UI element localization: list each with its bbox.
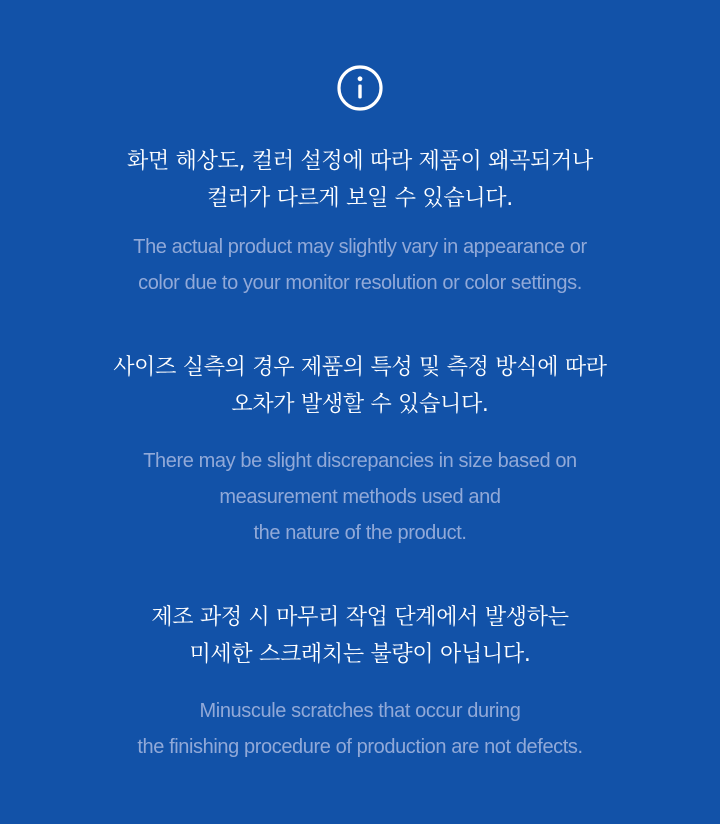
notice-2-english-line-3: the nature of the product. [253, 522, 467, 544]
info-circle-icon [336, 64, 384, 112]
notice-1-english-line-2: color due to your monitor resolution or color settings. [138, 272, 582, 294]
notice-3-korean-line-2: 미세한 스크래치는 불량이 아닙니다. [189, 642, 531, 667]
notice-3-korean-line-1: 제조 과정 시 마무리 작업 단계에서 발생하는 [151, 605, 569, 630]
notice-1-english [0, 229, 720, 301]
notice-3-english-line-1: Minuscule scratches that occur during [199, 700, 521, 722]
notice-2-english-line-2: measurement methods used and [219, 486, 501, 508]
notice-3-english-line-2: the finishing procedure of production are not defects. [137, 736, 583, 758]
notice-1-korean [0, 143, 720, 217]
notice-2-english [0, 443, 720, 551]
notice-1-english-line-1: The actual product may slightly vary in appearance or [133, 236, 587, 258]
notice-3-korean [0, 599, 720, 673]
notice-2-korean [0, 349, 720, 423]
notice-2-korean-line-2: 오차가 발생할 수 있습니다. [231, 392, 489, 417]
notice-3-english [0, 693, 720, 765]
notice-2-english-line-1: There may be slight discrepancies in size based on [143, 450, 577, 472]
notice-1-korean-line-1: 화면 해상도, 컬러 설정에 따라 제품이 왜곡되거나 [127, 149, 593, 174]
notice-1-korean-line-2: 컬러가 다르게 보일 수 있습니다. [207, 186, 513, 211]
notice-2-korean-line-1: 사이즈 실측의 경우 제품의 특성 및 측정 방식에 따라 [113, 355, 607, 380]
